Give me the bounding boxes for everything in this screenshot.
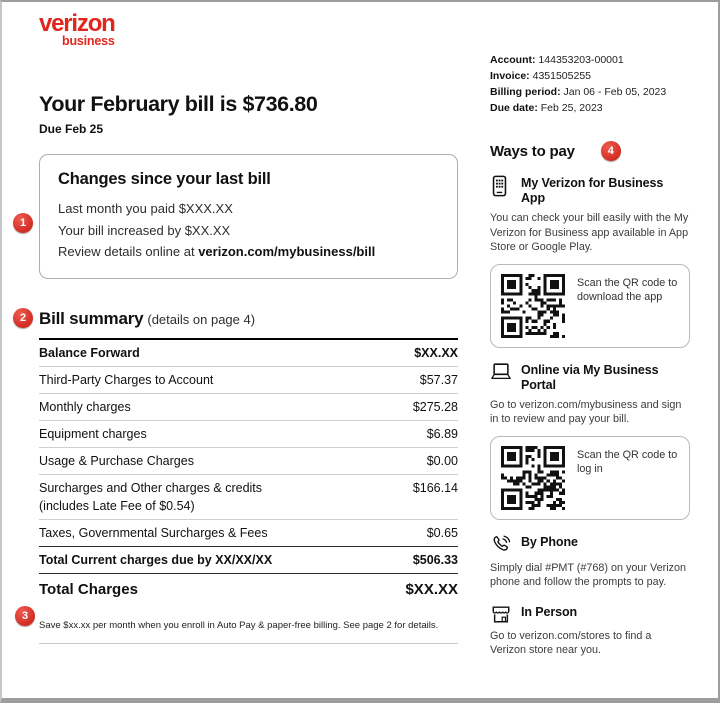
row-label: [39, 481, 262, 513]
payment-method: [490, 605, 690, 658]
bill-summary-row: [39, 340, 458, 367]
payment-method-title: My Verizon for Business App: [521, 176, 664, 205]
account-info: [490, 52, 690, 116]
due-date-line: Due Feb 25: [39, 122, 104, 136]
row-label-text: Total Current charges due by XX/XX/XX: [39, 552, 273, 567]
payment-method-header: [490, 535, 690, 556]
payment-method-header: [490, 176, 690, 206]
payment-method: [490, 363, 690, 520]
phone-icon: [490, 534, 512, 556]
account-info-value: 4351505255: [532, 70, 592, 82]
payment-method-title: In Person: [521, 604, 578, 619]
account-info-row: [490, 84, 690, 100]
row-amount: $XX.XX: [405, 580, 458, 598]
changes-line-paid: Last month you paid $XXX.XX: [58, 201, 233, 216]
account-info-row: [490, 68, 690, 84]
qr-panel: [490, 264, 690, 348]
account-info-value: 144353203-00001: [538, 54, 624, 66]
payment-method-description: You can check your bill easily with the My Verizon for Business app available in App Store or Google Play.: [490, 212, 689, 253]
row-label-text: Total Charges: [39, 580, 138, 598]
mobile-app-icon: [490, 175, 512, 197]
store-icon: [490, 604, 512, 624]
bill-summary-row: [39, 520, 458, 547]
verizon-business-logo: [39, 12, 115, 48]
payment-method: [490, 535, 690, 590]
row-label-text: Equipment charges: [39, 426, 147, 441]
row-label: [39, 400, 131, 414]
bill-summary-row: [39, 394, 458, 421]
row-amount: $275.28: [412, 399, 458, 414]
review-link[interactable]: verizon.com/mybusiness/bill: [198, 244, 376, 259]
logo-sub-text: business: [62, 34, 115, 48]
row-label: [39, 427, 147, 441]
changes-line-increase: Your bill increased by $XX.XX: [58, 222, 231, 238]
autopay-footnote: Save $xx.xx per month when you enroll in Auto Pay & paper-free billing. See page 2 for details.: [39, 620, 458, 644]
row-label: [39, 454, 194, 468]
bill-main-column: [39, 92, 458, 644]
account-info-label: Due date:: [490, 102, 541, 114]
bill-summary-table: [39, 338, 458, 608]
account-info-label: Billing period:: [490, 86, 564, 98]
bill-summary-row: [39, 421, 458, 448]
row-amount: $57.37: [419, 372, 458, 387]
qr-code: [501, 446, 565, 510]
account-info-label: Account:: [490, 54, 539, 66]
row-label: [39, 553, 272, 567]
payment-method-description: Go to verizon.com/mybusiness and sign in to review and pay your bill.: [490, 398, 682, 425]
bill-summary-row: [39, 475, 458, 520]
payment-method-description: Go to verizon.com/stores to find a Verizon store near you.: [490, 629, 652, 656]
row-label-text: Balance Forward: [39, 345, 140, 360]
account-info-row: [490, 52, 690, 68]
row-label: [39, 526, 268, 540]
payment-method-title: Online via My Business Portal: [521, 362, 659, 392]
row-amount: $166.14: [412, 480, 458, 495]
payment-method-header: [490, 363, 690, 393]
callout-2: 2: [13, 308, 33, 328]
changes-box-title: Changes since your last bill: [58, 170, 271, 188]
row-label: [39, 346, 140, 360]
ways-to-pay-header: [490, 141, 690, 161]
row-amount: $6.89: [426, 426, 458, 441]
qr-code: [501, 274, 565, 338]
row-label-text: Monthly charges: [39, 399, 131, 414]
laptop-icon: [490, 362, 512, 382]
callout-1: 1: [13, 213, 33, 233]
qr-caption: Scan the QR code to download the app: [577, 276, 678, 303]
row-label-text: Third-Party Charges to Account: [39, 372, 214, 387]
row-amount: $XX.XX: [414, 345, 458, 360]
row-label: [39, 580, 138, 598]
bill-summary-title: Bill summary: [39, 308, 144, 328]
bill-summary-row: [39, 574, 458, 608]
payment-method-title: By Phone: [521, 534, 578, 549]
account-info-row: [490, 100, 690, 116]
payment-method-header: [490, 605, 690, 624]
bill-summary-row: [39, 367, 458, 394]
qr-panel: [490, 436, 690, 520]
row-label-text: Taxes, Governmental Surcharges & Fees: [39, 525, 268, 540]
changes-box: [39, 154, 458, 279]
account-info-label: Invoice:: [490, 70, 533, 82]
callout-4: 4: [601, 141, 621, 161]
account-info-value: Jan 06 - Feb 05, 2023: [563, 86, 667, 98]
changes-line-review: [58, 241, 439, 263]
row-label-text: Usage & Purchase Charges: [39, 453, 194, 468]
row-amount: $0.65: [426, 525, 458, 540]
qr-caption: Scan the QR code to log in: [577, 448, 678, 475]
bill-summary-row: [39, 547, 458, 574]
page-title: Your February bill is $736.80: [39, 92, 318, 116]
row-label-text: Surcharges and Other charges & credits: [39, 480, 263, 495]
payment-method-description: Simply dial #PMT (#768) on your Verizon phone and follow the prompts to pay.: [490, 561, 687, 588]
bill-summary-subtitle: (details on page 4): [147, 311, 256, 327]
row-amount: $0.00: [426, 453, 458, 468]
payment-methods-list: [490, 176, 690, 658]
row-amount: $506.33: [412, 552, 458, 567]
logo-brand-text: verizon: [39, 10, 115, 37]
row-label: [39, 373, 213, 387]
bill-summary-row: [39, 448, 458, 475]
account-info-value: Feb 25, 2023: [540, 102, 603, 114]
ways-to-pay-title: Ways to pay: [490, 142, 575, 160]
payment-method: [490, 176, 690, 348]
review-prefix-text: Review details online at: [58, 244, 199, 259]
row-sublabel-text: (includes Late Fee of $0.54): [39, 498, 195, 513]
ways-to-pay-column: [490, 52, 690, 658]
callout-3: 3: [15, 606, 35, 626]
bill-summary-header: [39, 309, 458, 329]
